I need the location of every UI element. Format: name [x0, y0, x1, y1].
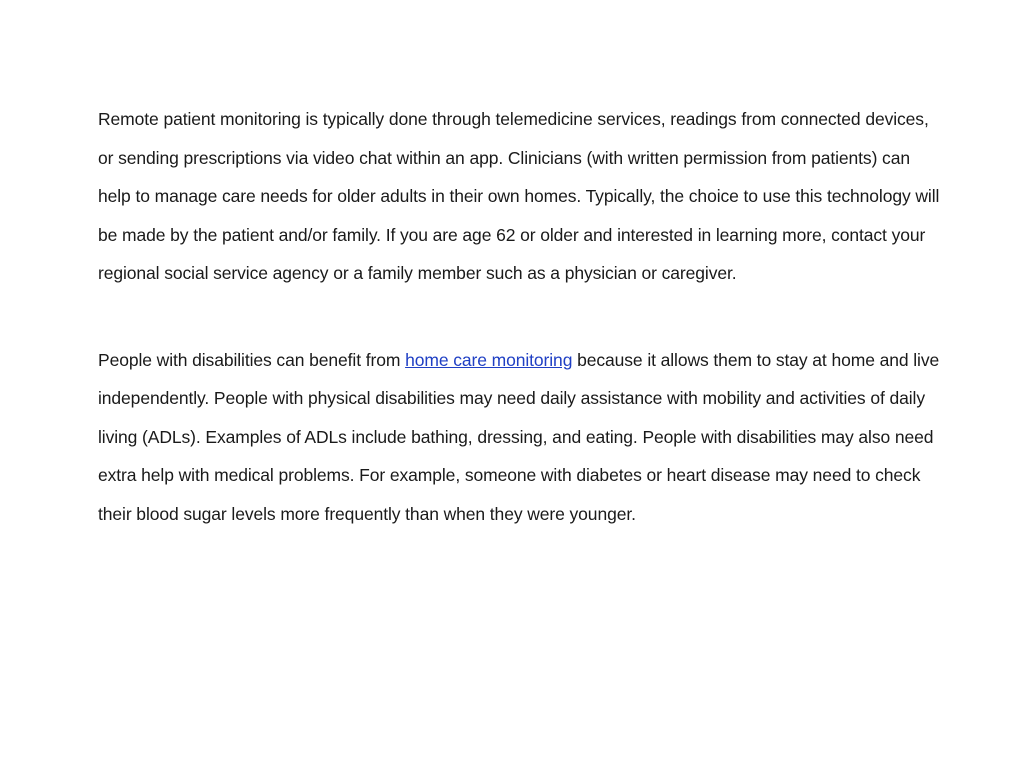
paragraph-disabilities	[98, 341, 944, 534]
paragraph-disabilities-intro: People with disabilities can benefit from	[98, 349, 406, 370]
paragraph-disabilities-body: because it allows them to stay at home and live independently. People with physical disabilities may need daily assistance with mobility and activities of daily living (ADLs). Examples of ADLs include bathing, dressing, and eating. People with disabilities may also need extra help with medical problems. For example, someone with diabetes or heart disease may need to check their blood sugar levels more frequently than when they were younger.	[98, 349, 940, 524]
paragraph-remote-monitoring: Remote patient monitoring is typically done through telemedicine services, readings from connected devices, or sending prescriptions via video chat within an app. Clinicians (with written permission from patients) can help to manage care needs for older adults in their own homes. Typically, the choice to use this technology will be made by the patient and/or family. If you are age 62 or older and interested in learning more, contact your regional social service agency or a family member such as a physician or caregiver.	[98, 109, 940, 283]
home-care-monitoring-link[interactable]: home care monitoring	[405, 349, 573, 370]
